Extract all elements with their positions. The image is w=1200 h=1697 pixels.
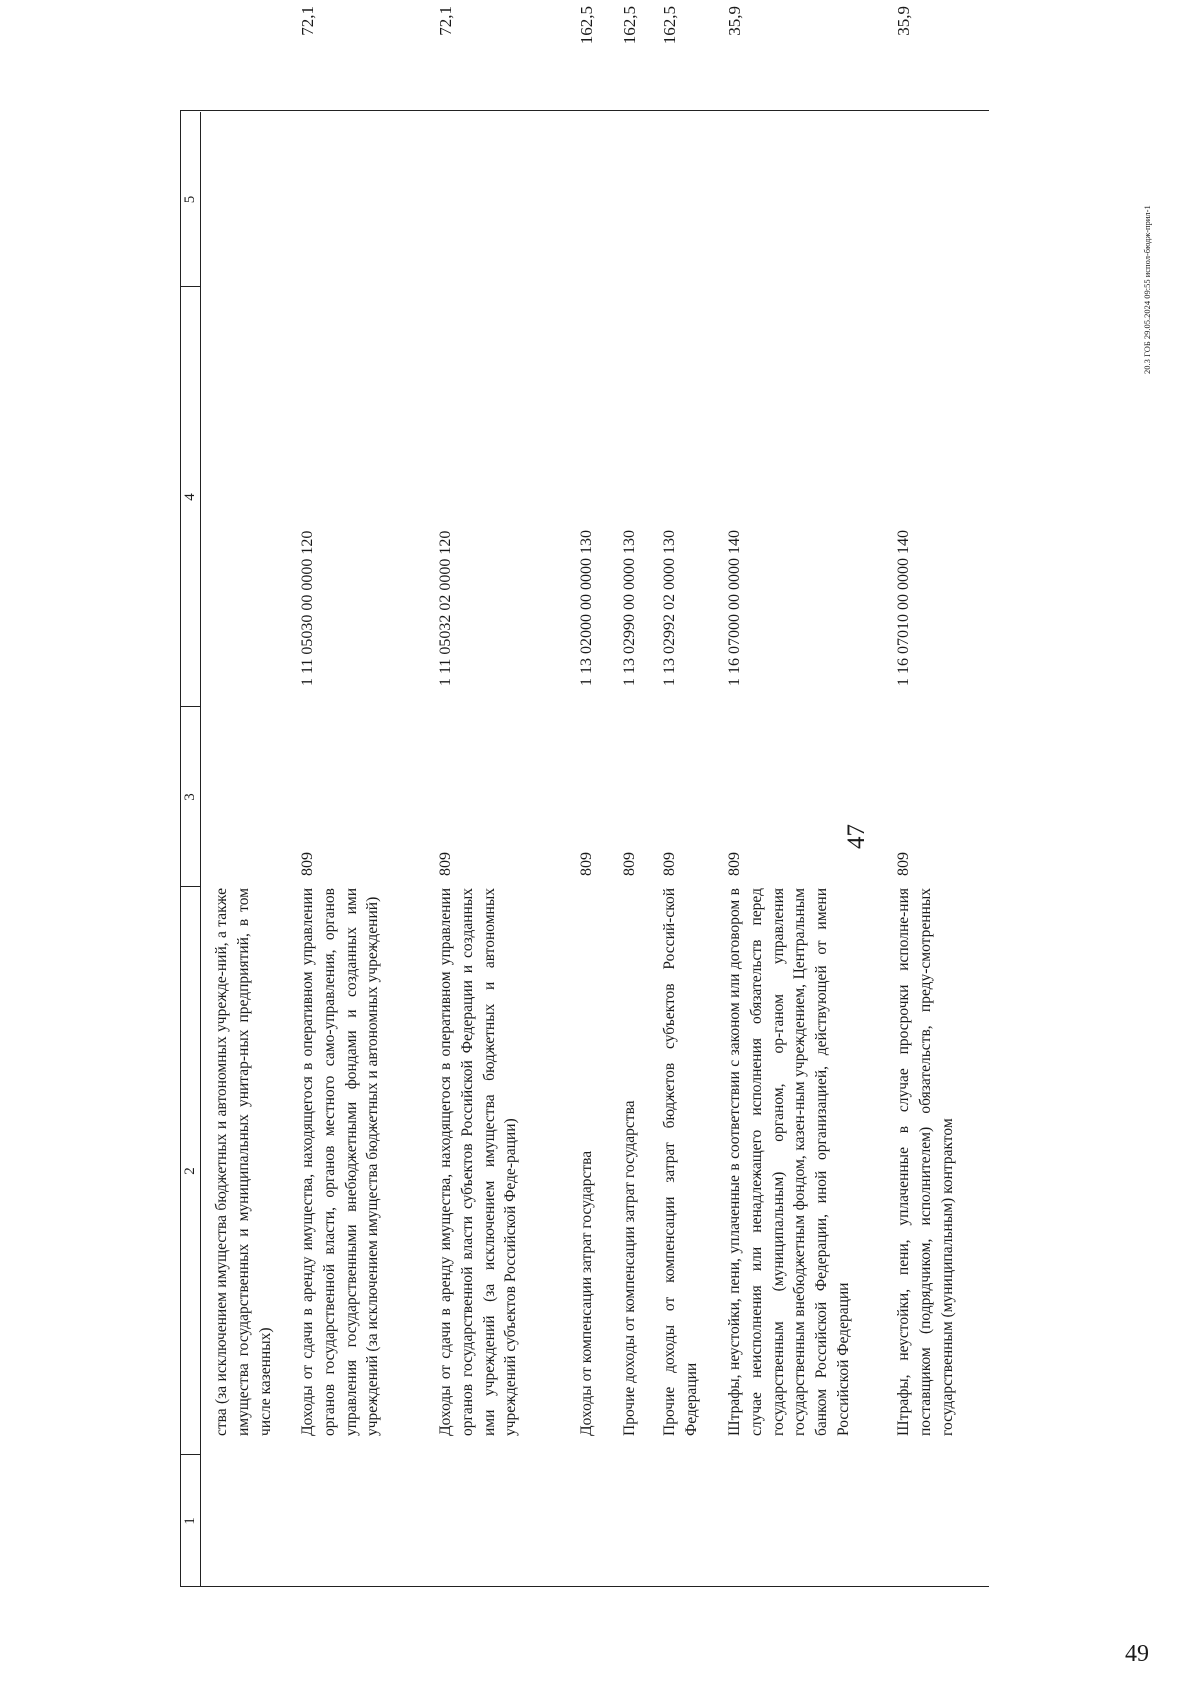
row-code: 809	[299, 852, 316, 876]
footer-tag: 20.3 ГОБ 29.05.2024 09:55 испол-бюдж-прил-1	[1142, 205, 1152, 374]
row-kbk: 1 13 02000 00 0000 130	[578, 530, 595, 686]
row-name: Доходы от сдачи в аренду имущества, находящегося в оперативном управлении органов государственной власти субъектов Российской Федерации и созданных ими учреждений (за исключением имущества бюджетных и автономных учреждений субъектов Российской Феде-рации)	[437, 888, 520, 1436]
row-name: ства (за исключением имущества бюджетных и автономных учрежде-ний, а также имущества государственных и муниципальных унитар-ных предприятий, в том числе казенных)	[213, 888, 274, 1436]
row-name: Штрафы, неустойки, пени, уплаченные в соответствии с законом или договором в случае неисполнения или ненадлежащего исполнения обязательств перед государственным (муниципальным) органом, ор-ганом управления государственным внебюджетным фондом, казен-ным учреждением, Центральным банком Российской Федерации, иной организацией, действующей от имени Российской Федерации	[726, 888, 852, 1436]
revenue-table	[180, 6, 989, 1587]
table-header-row	[180, 112, 201, 1587]
row-code: 809	[578, 852, 595, 876]
row-code: 809	[437, 852, 454, 876]
row-amount: 35,9	[725, 6, 744, 36]
column-header: 4	[182, 493, 198, 501]
row-name: Прочие доходы от компенсации затрат государства	[621, 1100, 638, 1436]
row-kbk: 1 16 07010 00 0000 140	[895, 530, 912, 686]
row-code: 809	[661, 852, 678, 876]
row-amount: 162,5	[620, 6, 639, 45]
row-kbk: 1 16 07000 00 0000 140	[726, 530, 743, 686]
row-code: 809	[726, 852, 743, 876]
row-name: Штрафы, неустойки, пени, уплаченные в случае просрочки исполне-ния поставщиком (подрядчиком, исполнителем) обязательств, преду-смотренных государственным (муниципальным) контрактом	[895, 888, 956, 1436]
row-name: Прочие доходы от компенсации затрат бюджетов субъектов Россий-ской Федерации	[661, 888, 700, 1436]
row-kbk: 1 13 02992 02 0000 130	[661, 530, 678, 686]
column-header: 2	[182, 1167, 198, 1175]
row-amount: 72,1	[298, 6, 317, 36]
row-kbk: 1 13 02990 00 0000 130	[621, 530, 638, 686]
sheet-number: 49	[1125, 1641, 1149, 1667]
page-number: 47	[843, 824, 870, 849]
row-amount: 162,5	[577, 6, 596, 45]
row-amount: 72,1	[436, 6, 455, 36]
row-amount: 162,5	[660, 6, 679, 45]
row-name: Доходы от компенсации затрат государства	[578, 1150, 595, 1436]
row-name: Доходы от сдачи в аренду имущества, находящегося в оперативном управлении органов государственной власти, органов местного само-управления, органов управления государственными внебюджетными фондами и созданных ими учреждений (за исключением имущества бюджетных и автономных учреждений)	[299, 888, 382, 1436]
row-kbk: 1 11 05032 02 0000 120	[437, 530, 454, 686]
row-amount: 35,9	[894, 6, 913, 36]
column-header: 3	[182, 793, 198, 801]
row-kbk: 1 11 05030 00 0000 120	[299, 530, 316, 686]
row-code: 809	[895, 852, 912, 876]
row-code: 809	[621, 852, 638, 876]
column-header: 1	[182, 1517, 198, 1525]
column-header: 5	[182, 195, 198, 204]
